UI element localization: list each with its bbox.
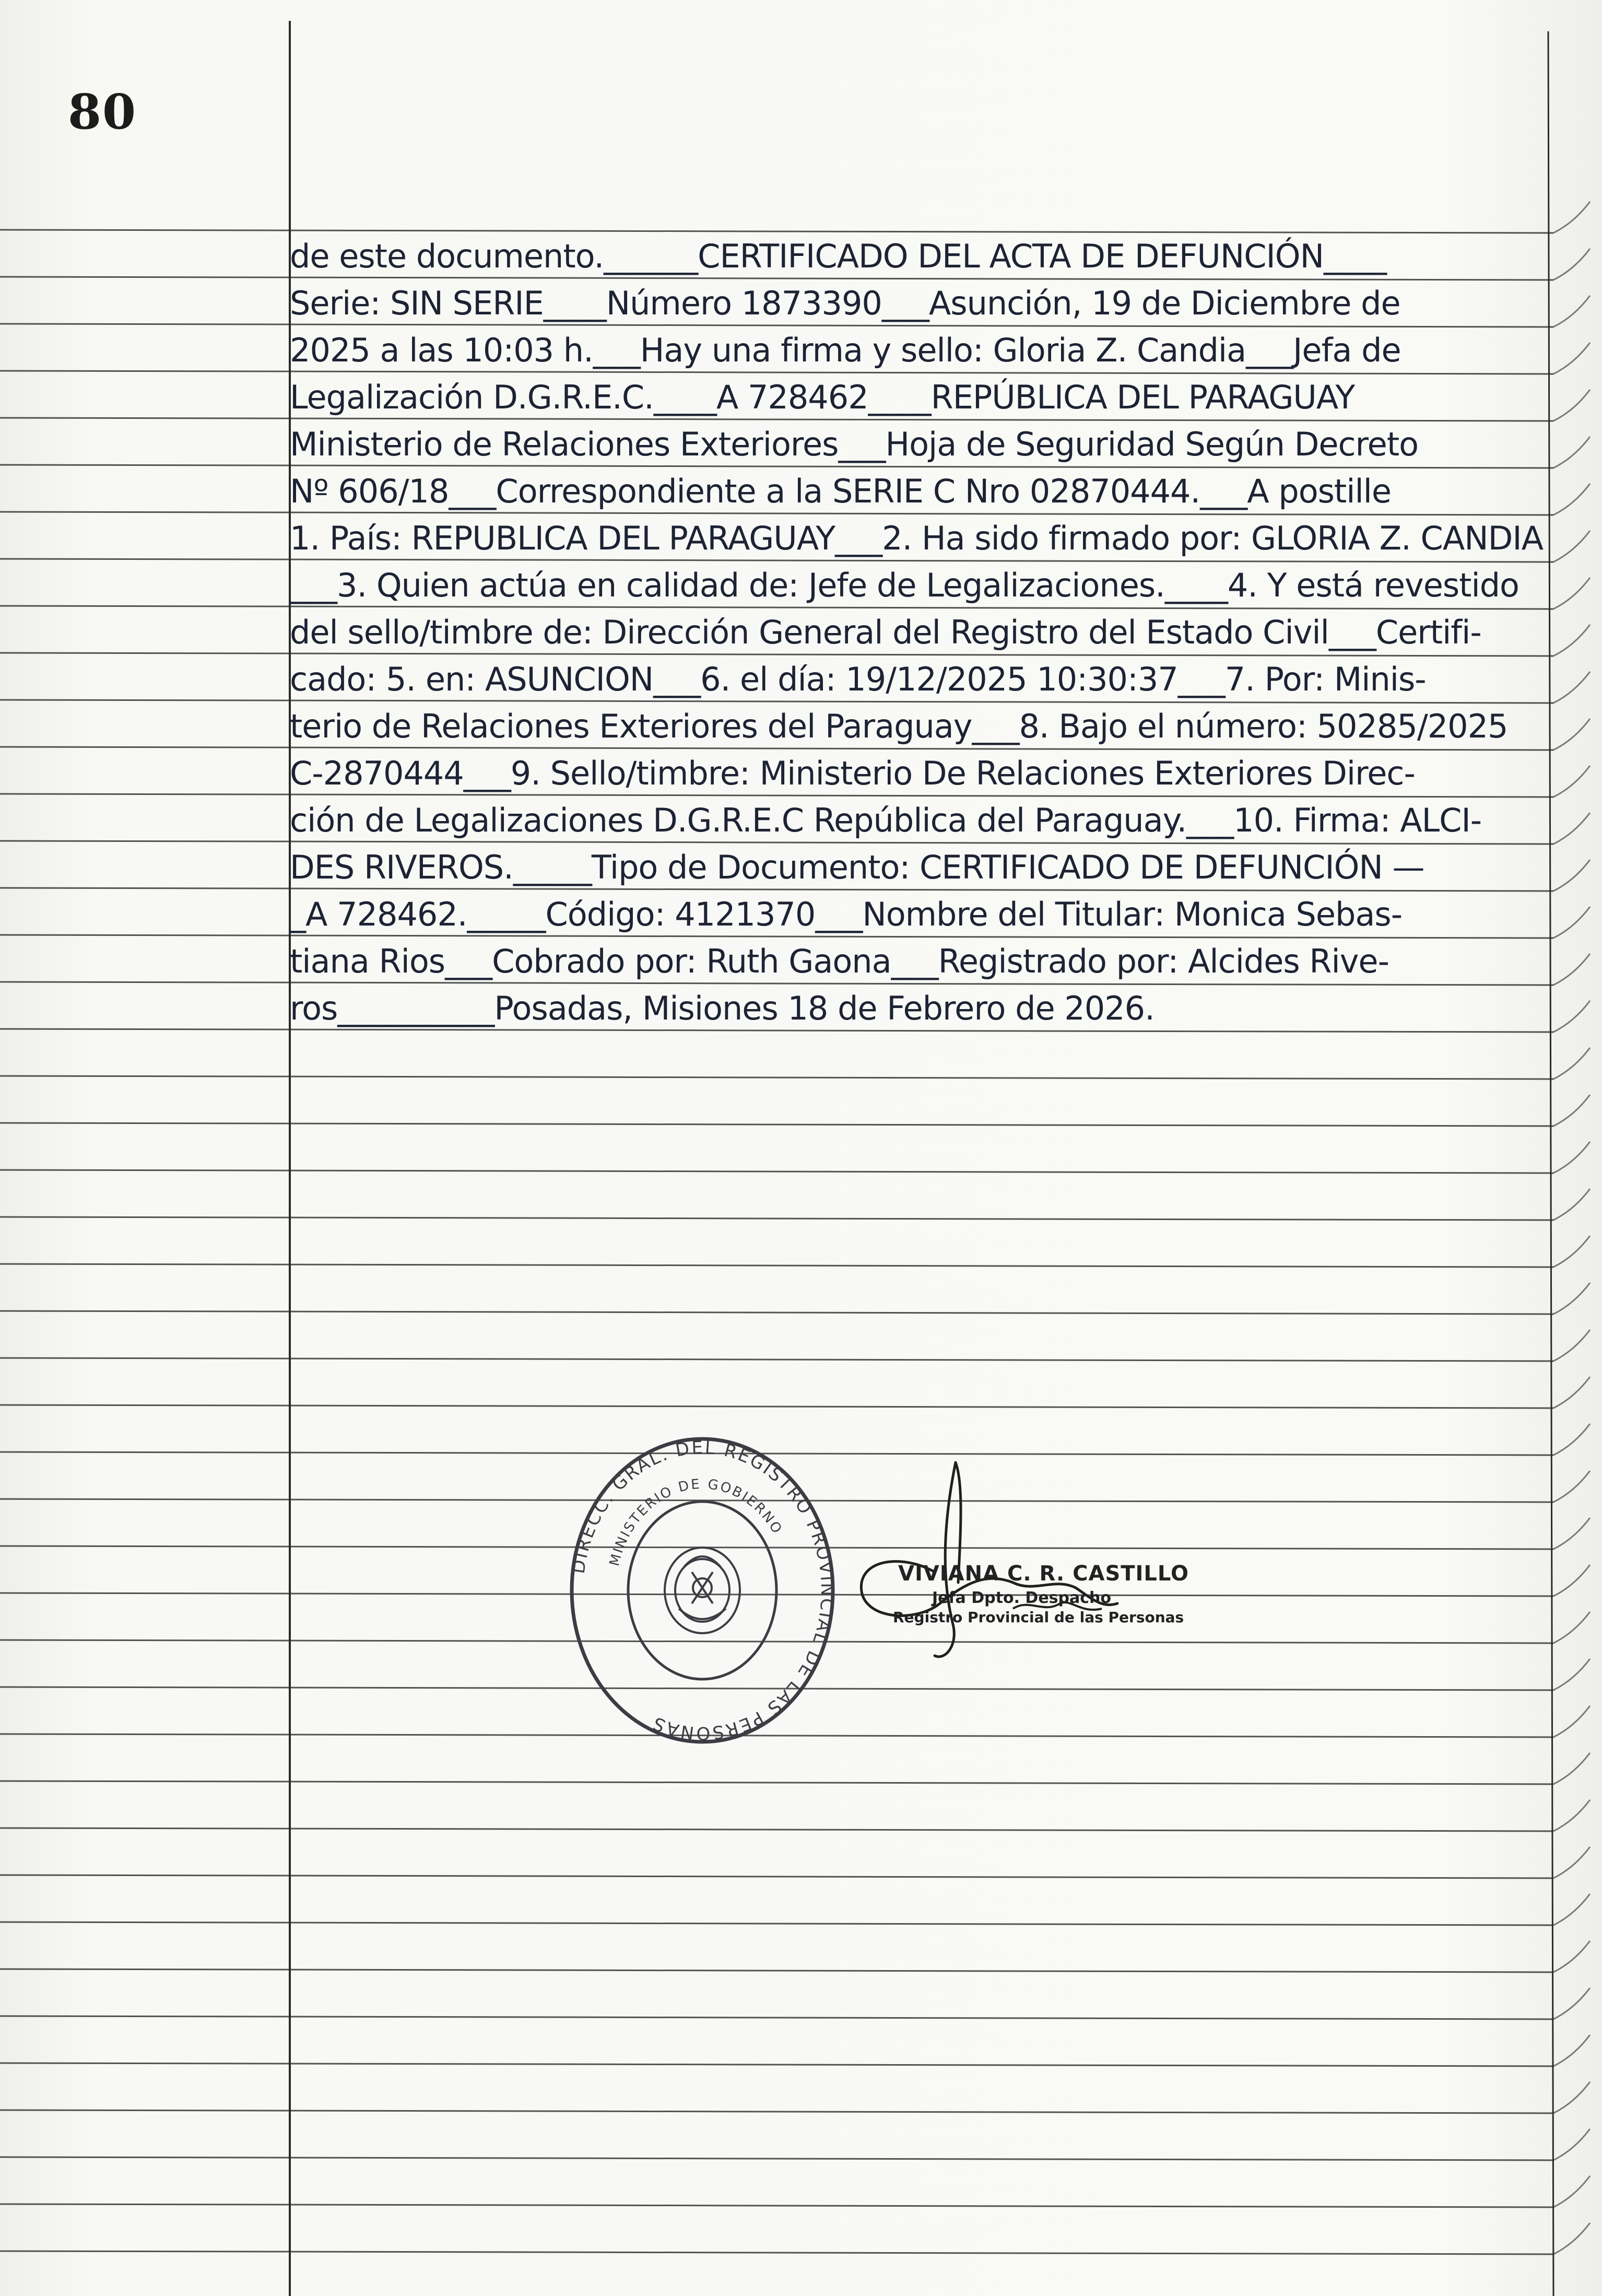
rule-line — [0, 2251, 1553, 2254]
page-edge-line — [1553, 1706, 1590, 1737]
text-line: del sello/timbre de: Dirección General del Registro del Estado Civil___Certifi- — [290, 613, 1481, 651]
rule-line — [0, 1311, 1553, 1314]
page-edge-line — [1553, 1048, 1590, 1079]
rule-line — [0, 2063, 1553, 2066]
page-edge-line — [1553, 1377, 1590, 1408]
text-line: Ministerio de Relaciones Exteriores___Hoja de Seguridad Según Decreto — [290, 425, 1419, 463]
page-edge-line — [1553, 766, 1590, 797]
page-edge-line — [1553, 907, 1590, 938]
rule-line — [0, 2016, 1553, 2019]
page-edge-line — [1553, 202, 1590, 233]
text-line: Nº 606/18___Correspondiente a la SERIE C Nro 02870444.___A postille — [290, 472, 1392, 510]
seal-inner-text: MINISTERIO DE GOBIERNO — [606, 1476, 785, 1568]
page-edge-line — [1553, 390, 1590, 421]
page-number: 80 — [68, 84, 137, 140]
page-edge-line — [1553, 1001, 1590, 1032]
signatory-organization: Registro Provincial de las Personas — [893, 1609, 1184, 1626]
page-edge-line — [1553, 1659, 1590, 1690]
rule-line — [0, 2204, 1553, 2207]
page-edge-line — [1553, 437, 1590, 468]
page-edge-line — [1553, 1894, 1590, 1925]
rule-line — [0, 1781, 1553, 1784]
page-edge-line — [1553, 860, 1590, 891]
page-edge-line — [1553, 249, 1590, 280]
text-line: terio de Relaciones Exteriores del Paraguay___8. Bajo el número: 50285/2025 — [290, 707, 1508, 745]
text-line: cado: 5. en: ASUNCION___6. el día: 19/12/2025 10:30:37___7. Por: Minis- — [290, 660, 1426, 698]
page-edge-line — [1553, 1800, 1590, 1831]
seal-outer-text: DIRECC. GRAL. DEL REGISTRO PROVINCIAL DE LAS PERSONAS — [568, 1437, 838, 1744]
page-edge-line — [1553, 1095, 1590, 1126]
text-line: DES RIVEROS._____Tipo de Documento: CERTIFICADO DE DEFUNCIÓN — — [290, 848, 1424, 886]
page-edge-line — [1553, 2176, 1590, 2207]
page-edge-line — [1553, 1142, 1590, 1173]
right-edge-line — [1548, 31, 1553, 2296]
page-edge-line — [1553, 578, 1590, 609]
page-edge-line — [1553, 813, 1590, 844]
page-edge-line — [1553, 2035, 1590, 2066]
signatory-title: Jefa Dpto. Despacho — [932, 1589, 1111, 1607]
rule-line — [0, 1217, 1553, 1220]
page-edge-line — [1553, 1189, 1590, 1220]
signature-block — [856, 1452, 1222, 1713]
page-edge-line — [1553, 1518, 1590, 1549]
page-edge-line — [1553, 672, 1590, 703]
page-edge-line — [1553, 296, 1590, 327]
page-edge-line — [1553, 1565, 1590, 1596]
rule-line — [0, 1922, 1553, 1925]
page-edge-line — [1553, 1330, 1590, 1361]
page-edge-line — [1553, 625, 1590, 656]
text-line: Legalización D.G.R.E.C.____A 728462____REPÚBLICA DEL PARAGUAY — [290, 378, 1355, 416]
rule-line — [0, 1170, 1553, 1173]
coat-of-arms-icon — [665, 1548, 740, 1633]
rule-line — [0, 1405, 1553, 1408]
page-edge-line — [1553, 2082, 1590, 2113]
page-edge-line — [1553, 2223, 1590, 2254]
page-edge-line — [1553, 1471, 1590, 1502]
page-edge-line — [1553, 1612, 1590, 1643]
text-line: 2025 a las 10:03 h.___Hay una firma y sello: Gloria Z. Candia___Jefa de — [290, 331, 1401, 369]
text-line: tiana Rios___Cobrado por: Ruth Gaona___Registrado por: Alcides Rive- — [290, 942, 1389, 980]
rule-line — [0, 2157, 1553, 2160]
rule-line — [0, 1358, 1553, 1361]
page-edge-line — [1553, 1847, 1590, 1878]
page-edge-line — [1553, 719, 1590, 750]
rule-line — [0, 2110, 1553, 2113]
rule-line — [0, 1123, 1553, 1126]
page-edge-line — [1553, 2129, 1590, 2160]
page-edge-line — [1553, 484, 1590, 515]
text-line: ción de Legalizaciones D.G.R.E.C República del Paraguay.___10. Firma: ALCI- — [290, 801, 1482, 839]
text-line: Serie: SIN SERIE____Número 1873390___Asunción, 19 de Diciembre de — [290, 284, 1400, 322]
text-line: _A 728462._____Código: 4121370___Nombre del Titular: Monica Sebas- — [290, 895, 1403, 933]
registry-seal — [567, 1431, 838, 1750]
rule-line — [0, 1969, 1553, 1972]
rule-line — [0, 1828, 1553, 1831]
page-edge-line — [1553, 1236, 1590, 1267]
rule-line — [0, 1264, 1553, 1267]
signatory-name: VIVIANA C. R. CASTILLO — [898, 1562, 1189, 1586]
page-edge-line — [1553, 531, 1590, 562]
page-edge-line — [1553, 1753, 1590, 1784]
page-edge-line — [1553, 1424, 1590, 1455]
page-edge-line — [1553, 1283, 1590, 1314]
page-edge-line — [1553, 1941, 1590, 1972]
text-line: ros__________Posadas, Misiones 18 de Febrero de 2026. — [290, 989, 1155, 1027]
text-line: C-2870444___9. Sello/timbre: Ministerio De Relaciones Exteriores Direc- — [290, 754, 1415, 792]
text-line: de este documento.______CERTIFICADO DEL ACTA DE DEFUNCIÓN____ — [290, 237, 1386, 275]
text-line: 1. País: REPUBLICA DEL PARAGUAY___2. Ha sido firmado por: GLORIA Z. CANDIA — [290, 519, 1544, 557]
page-edge-line — [1553, 954, 1590, 985]
rule-line — [0, 1875, 1553, 1878]
page-edge-line — [1553, 343, 1590, 374]
rule-line — [0, 1076, 1553, 1079]
text-line: ___3. Quien actúa en calidad de: Jefe de Legalizaciones.____4. Y está revestido — [290, 566, 1519, 604]
page-edge-line — [1553, 1988, 1590, 2019]
